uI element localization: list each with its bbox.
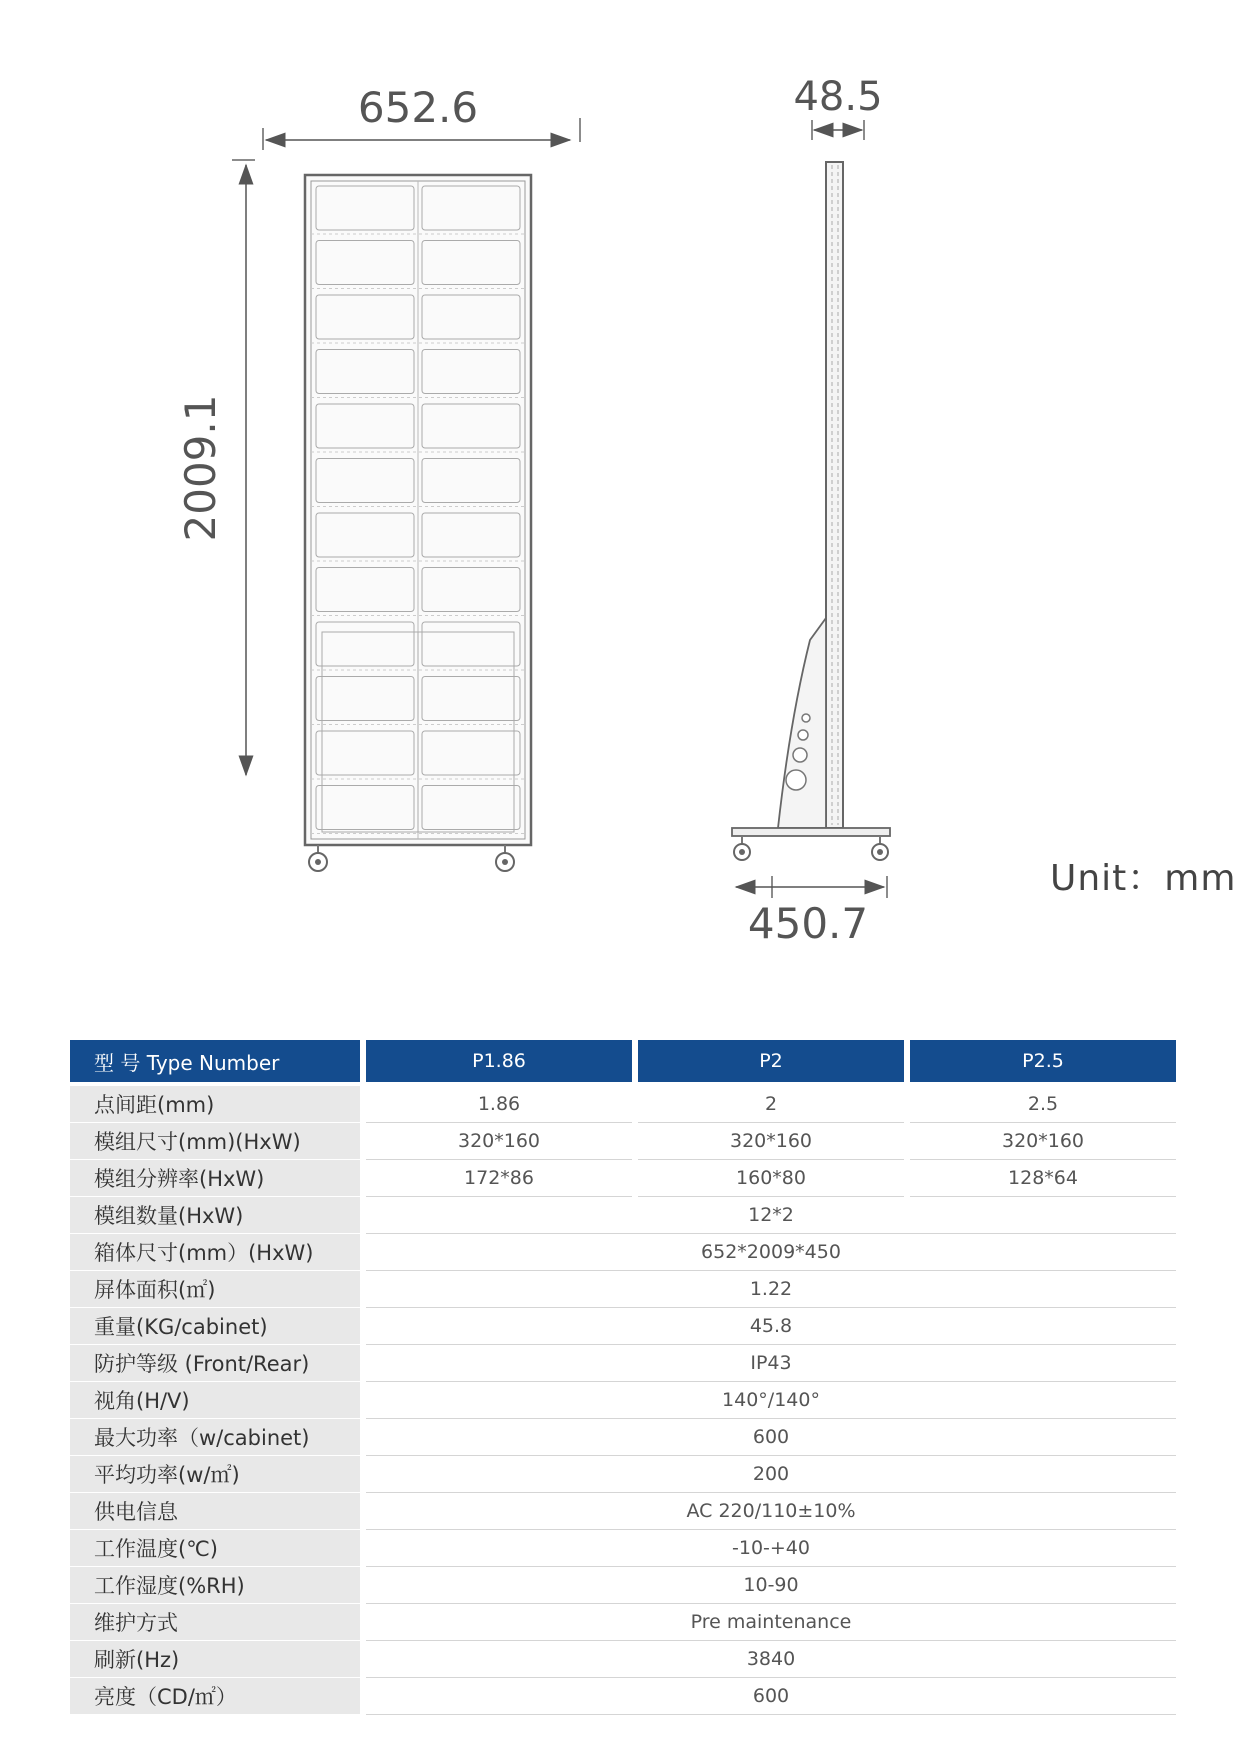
spec-value: 172*86 (366, 1160, 632, 1197)
spec-value: 10-90 (366, 1567, 1176, 1604)
spec-value: 160*80 (638, 1160, 904, 1197)
spec-label: 维护方式 (70, 1604, 360, 1641)
front-view-cabinet (305, 175, 531, 871)
table-row (70, 1641, 1176, 1678)
unit-label: Unit：mm (1050, 858, 1237, 899)
front-caster-right (496, 845, 514, 871)
table-row (70, 1604, 1176, 1641)
side-view-cabinet (732, 162, 890, 860)
side-caster-right (872, 836, 888, 860)
spec-value: 2.5 (910, 1086, 1176, 1123)
spec-label: 防护等级 (Front/Rear) (70, 1345, 360, 1382)
spec-value: 600 (366, 1419, 1176, 1456)
model-header: P2.5 (910, 1040, 1176, 1086)
table-row (70, 1382, 1176, 1419)
spec-label: 供电信息 (70, 1493, 360, 1530)
table-row (70, 1419, 1176, 1456)
side-base-label: 450.7 (747, 899, 869, 948)
spec-label: 模组分辨率(HxW) (70, 1160, 360, 1197)
spec-label: 点间距(mm) (70, 1086, 360, 1123)
spec-value: 128*64 (910, 1160, 1176, 1197)
spec-value: -10-+40 (366, 1530, 1176, 1567)
spec-value: 1.22 (366, 1271, 1176, 1308)
spec-value: 45.8 (366, 1308, 1176, 1345)
side-depth-dimension (793, 74, 882, 140)
table-row (70, 1493, 1176, 1530)
spec-value: 140°/140° (366, 1382, 1176, 1419)
spec-label: 重量(KG/cabinet) (70, 1308, 360, 1345)
front-height-dimension (176, 160, 255, 775)
spec-value: 12*2 (366, 1197, 1176, 1234)
table-row (70, 1456, 1176, 1493)
spec-value: 600 (366, 1678, 1176, 1715)
spec-table (64, 1040, 1182, 1715)
spec-label: 工作湿度(%RH) (70, 1567, 360, 1604)
spec-label: 模组尺寸(mm)(HxW) (70, 1123, 360, 1160)
table-row (70, 1197, 1176, 1234)
table-header-row (70, 1040, 1176, 1086)
table-row (70, 1160, 1176, 1197)
table-row (70, 1678, 1176, 1715)
spec-value: 200 (366, 1456, 1176, 1493)
spec-label: 箱体尺寸(mm）(HxW) (70, 1234, 360, 1271)
front-width-dimension (263, 83, 580, 150)
front-caster-left (309, 845, 327, 871)
spec-label: 视角(H/V) (70, 1382, 360, 1419)
spec-value: 320*160 (910, 1123, 1176, 1160)
spec-value: AC 220/110±10% (366, 1493, 1176, 1530)
spec-label: 平均功率(w/㎡) (70, 1456, 360, 1493)
spec-label: 最大功率（w/cabinet) (70, 1419, 360, 1456)
side-caster-left (734, 836, 750, 860)
spec-value: 2 (638, 1086, 904, 1123)
side-depth-label: 48.5 (793, 74, 883, 120)
table-row (70, 1123, 1176, 1160)
spec-value: Pre maintenance (366, 1604, 1176, 1641)
spec-value: 320*160 (638, 1123, 904, 1160)
spec-label: 刷新(Hz) (70, 1641, 360, 1678)
table-row (70, 1086, 1176, 1123)
spec-label: 屏体面积(㎡) (70, 1271, 360, 1308)
spec-value: 320*160 (366, 1123, 632, 1160)
side-base-dimension (736, 876, 887, 948)
table-row (70, 1271, 1176, 1308)
spec-label: 模组数量(HxW) (70, 1197, 360, 1234)
type-number-header: 型 号 Type Number (70, 1040, 360, 1086)
table-row (70, 1567, 1176, 1604)
front-height-label: 2009.1 (176, 394, 225, 542)
table-row (70, 1345, 1176, 1382)
front-width-label: 652.6 (357, 83, 479, 132)
spec-value: IP43 (366, 1345, 1176, 1382)
spec-value: 3840 (366, 1641, 1176, 1678)
spec-label: 工作温度(℃) (70, 1530, 360, 1567)
spec-value: 652*2009*450 (366, 1234, 1176, 1271)
spec-label: 亮度（CD/㎡） (70, 1678, 360, 1715)
table-row (70, 1308, 1176, 1345)
table-row (70, 1234, 1176, 1271)
model-header: P1.86 (366, 1040, 632, 1086)
model-header: P2 (638, 1040, 904, 1086)
table-row (70, 1530, 1176, 1567)
spec-value: 1.86 (366, 1086, 632, 1123)
